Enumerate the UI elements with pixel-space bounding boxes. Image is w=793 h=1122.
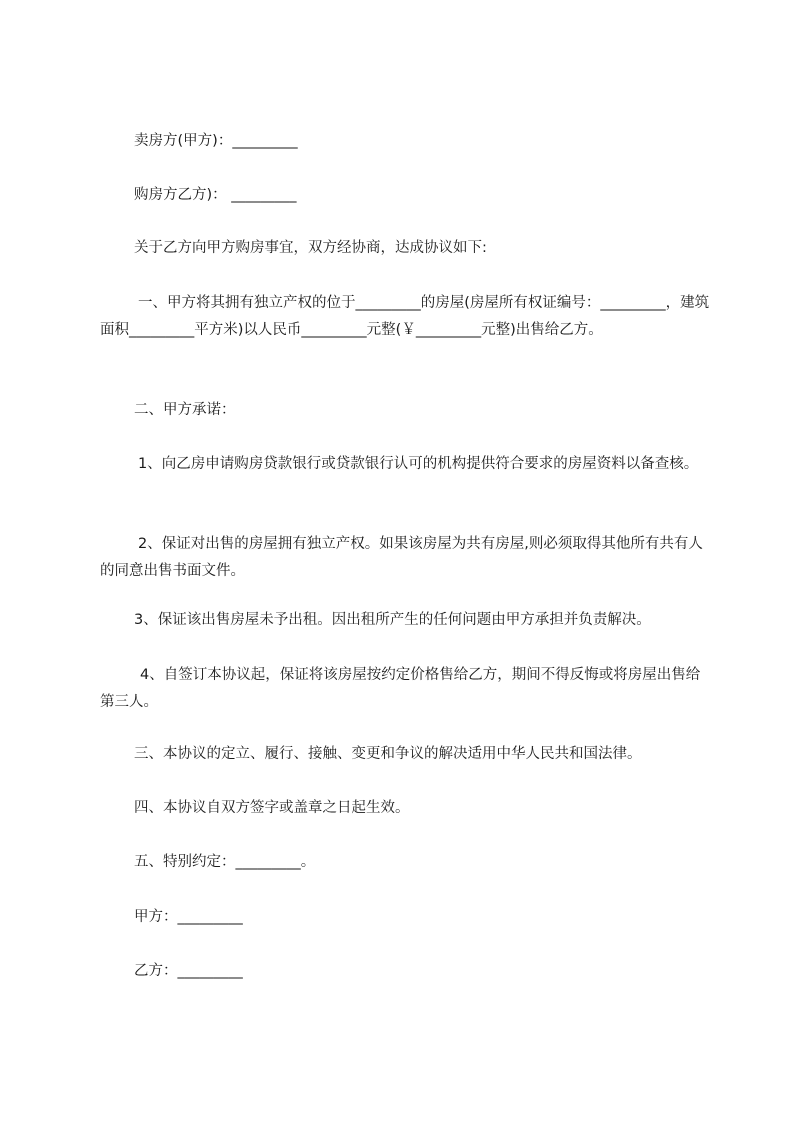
promise-2-paragraph: 2、保证对出售的房屋拥有独立产权。如果该房屋为共有房屋,则必须取得其他所有共有人的同意出售书面文件。: [100, 536, 703, 579]
signature-party-b: 乙方：_________: [134, 963, 243, 979]
clause-1-paragraph: 一、甲方将其拥有独立产权的位于_________的房屋(房屋所有权证编号：_________，建筑面积_________平方米)以人民币_________元整(￥_________元整)出售给乙方。: [100, 295, 710, 338]
promise-1-paragraph: 1、向乙房申请购房贷款银行或贷款银行认可的机构提供符合要求的房屋资料以备查核。: [138, 456, 699, 472]
seller-line: 卖房方(甲方)：_________: [134, 133, 298, 149]
intro-paragraph: 关于乙方向甲方购房事宜，双方经协商，达成协议如下:: [134, 240, 487, 256]
buyer-line: 购房方乙方)： _________: [134, 187, 297, 203]
clause-5-paragraph: 五、特别约定：_________。: [134, 854, 316, 870]
clause-4-paragraph: 四、本协议自双方签字或盖章之日起生效。: [134, 800, 410, 816]
clause-2-heading: 二、甲方承诺：: [134, 402, 236, 418]
promise-4-paragraph: 4、自签订本协议起，保证将该房屋按约定价格售给乙方，期间不得反悔或将房屋出售给第三人。: [100, 667, 701, 710]
clause-3-paragraph: 三、本协议的定立、履行、接触、变更和争议的解决适用中华人民共和国法律。: [134, 746, 642, 762]
signature-party-a: 甲方：_________: [134, 909, 243, 925]
promise-3-paragraph: 3、保证该出售房屋未予出租。因出租所产生的任何问题由甲方承担并负责解决。: [134, 612, 651, 628]
